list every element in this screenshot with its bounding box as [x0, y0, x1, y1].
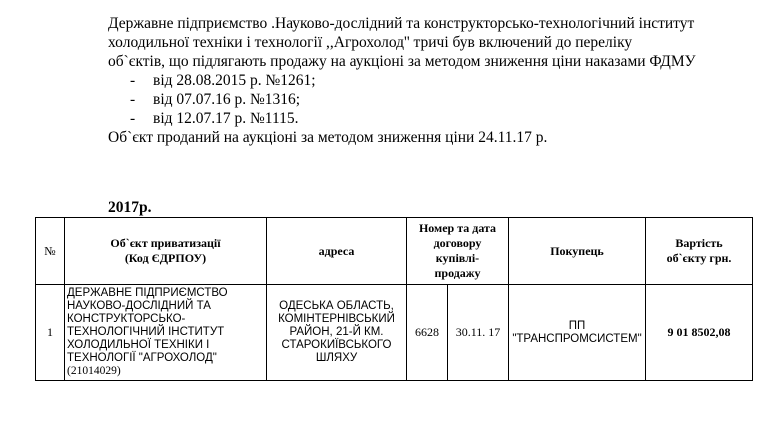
header-contract: [407, 218, 509, 285]
object-name-line: ТЕХНОЛОГІЇ "АГРОХОЛОД": [67, 352, 217, 364]
row-object: [65, 285, 267, 381]
bullet-marker: -: [130, 72, 136, 89]
privatization-table: [35, 217, 753, 381]
row-address: [267, 285, 407, 381]
header-no: №: [36, 218, 65, 285]
order-item: [108, 90, 758, 109]
order-text: від 28.08.2015 р. №1261;: [153, 72, 316, 89]
header-buyer: Покупець: [509, 218, 646, 285]
address-line: КОМІНТЕРНІВСЬКИЙ: [278, 313, 395, 325]
row-buyer: [509, 285, 646, 381]
intro-line: холодильної техніки і технології ,,Агрохолод'' тричі був включений до переліку: [108, 34, 633, 51]
address-line: ШЛЯХУ: [315, 352, 358, 364]
row-value: 9 01 8502,08: [646, 285, 753, 381]
intro-line: об`єктів, що підлягають продажу на аукціоні за методом зниження ціни наказами ФДМУ: [108, 53, 696, 70]
header-contract-line: купівлі-: [435, 251, 480, 265]
header-contract-line: продажу: [434, 266, 481, 280]
object-name-line: ДЕРЖАВНЕ ПІДПРИЄМСТВО: [67, 287, 228, 299]
buyer-form: ПП: [568, 319, 586, 332]
table-header-row: [36, 218, 753, 285]
intro-line: Державне підприємство .Науково-дослідний та конструкторсько-технологічний інститут: [108, 15, 695, 32]
closing-line: Об`єкт проданий на аукціоні за методом зниження ціни 24.11.17 р.: [108, 129, 548, 146]
row-no: 1: [36, 285, 65, 381]
contract-number: 6628: [407, 285, 448, 381]
object-name-line: ХОЛОДИЛЬНОЇ ТЕХНІКИ І: [67, 339, 210, 351]
object-name-line: ТЕХНОЛОГІЧНИЙ ІНСТИТУТ: [67, 326, 225, 338]
order-item: [108, 109, 758, 128]
address-line: СТАРОКИЇВСЬКОГО: [281, 339, 392, 351]
order-text: від 07.07.16 р. №1316;: [153, 91, 301, 108]
header-value: [646, 218, 753, 285]
announcement-paragraph: [108, 14, 758, 147]
object-name-line: КОНСТРУКТОРСЬКО-: [67, 313, 186, 325]
header-object: [65, 218, 267, 285]
order-text: від 12.07.17 р. №1115.: [153, 110, 299, 127]
address-line: РАЙОН, 21-Й КМ.: [289, 326, 384, 338]
table-row: [36, 285, 753, 381]
object-code: (21014029): [67, 365, 121, 377]
header-object-code-line: (Код ЄДРПОУ): [124, 251, 207, 265]
header-value-line: об`єкту грн.: [666, 251, 732, 265]
header-contract-line: договору: [433, 236, 482, 250]
bullet-marker: -: [130, 110, 136, 127]
bullet-marker: -: [130, 91, 136, 108]
buyer-name: "ТРАНСПРОМСИСТЕМ": [512, 332, 642, 345]
header-object-line: Об`єкт приватизації: [110, 236, 221, 250]
contract-date: 30.11. 17: [448, 285, 509, 381]
year-heading: 2017р.: [108, 199, 152, 216]
address-line: ОДЕСЬКА ОБЛАСТЬ,: [279, 300, 394, 312]
object-name-line: НАУКОВО-ДОСЛІДНИЙ ТА: [67, 300, 211, 312]
orders-list: [108, 71, 758, 128]
header-contract-line: Номер та дата: [418, 221, 497, 235]
header-value-line: Вартість: [675, 236, 723, 250]
header-address: адреса: [267, 218, 407, 285]
order-item: [108, 71, 758, 90]
